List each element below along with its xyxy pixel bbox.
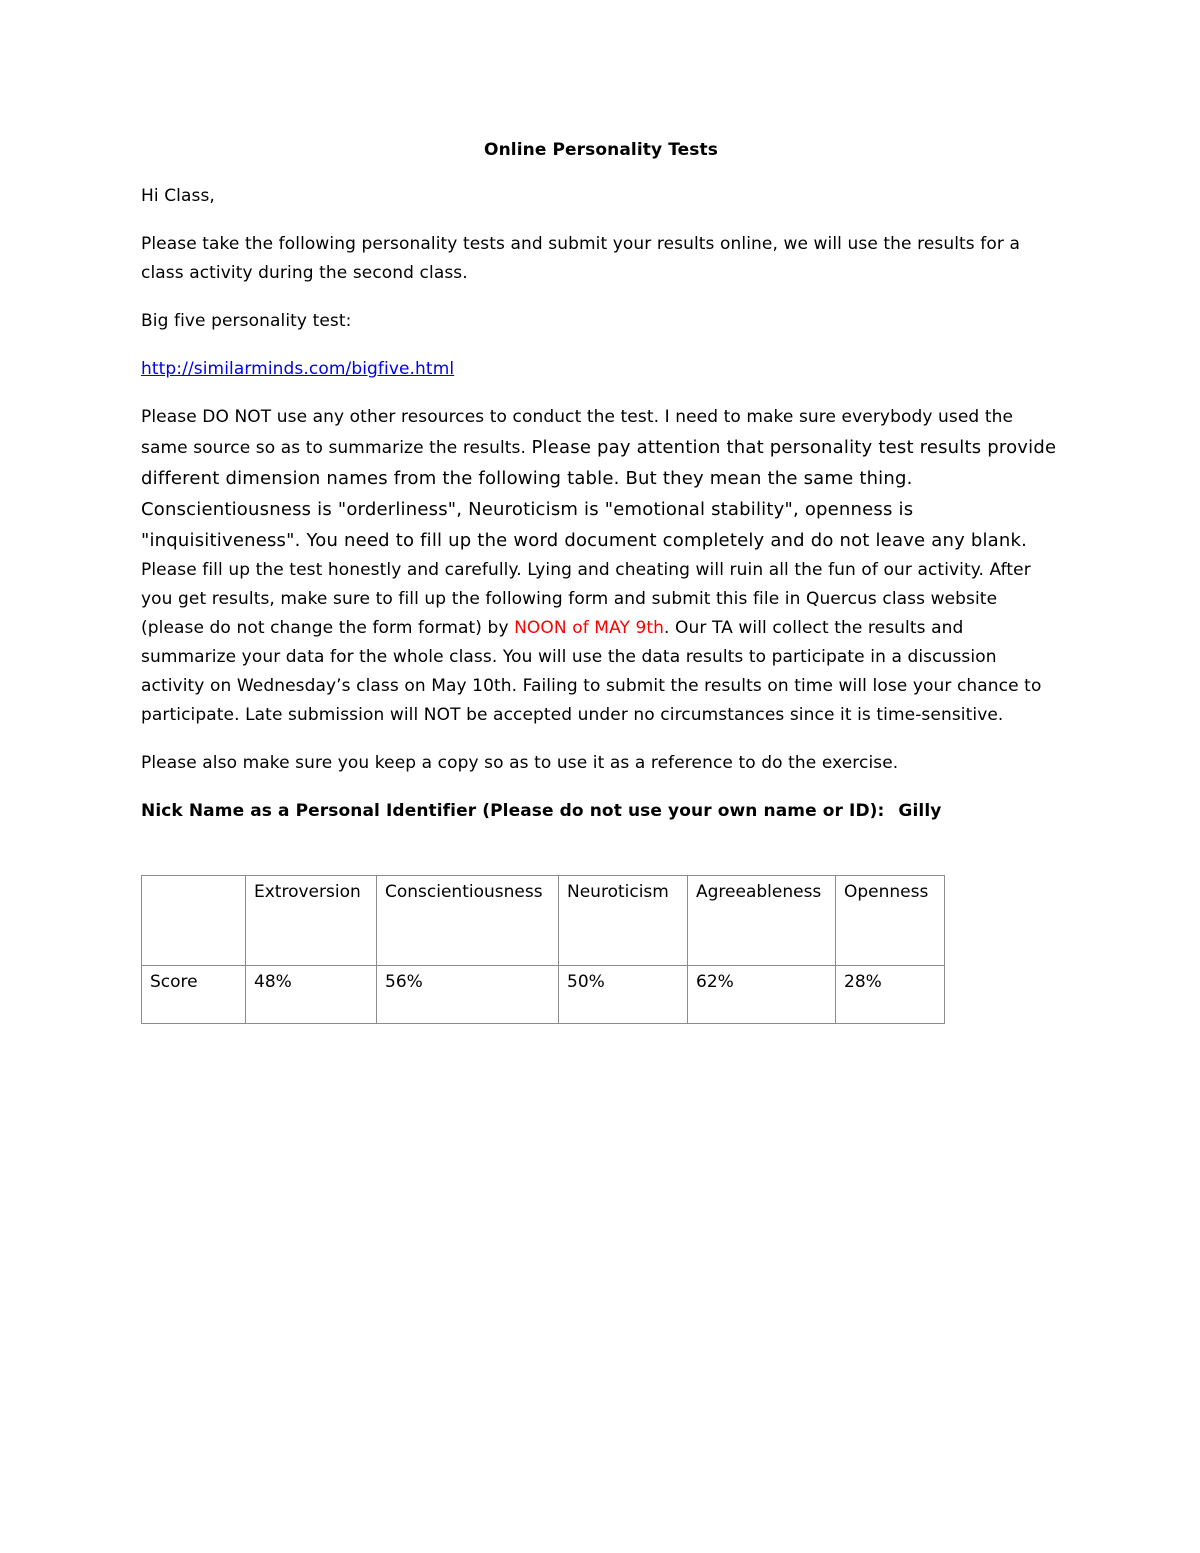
intro-paragraph: Please take the following personality tests and submit your results online, we will use the results for a class activity during the second class. xyxy=(141,234,1020,283)
deadline-text: NOON of MAY 9th xyxy=(514,618,665,638)
instructions-part4: . Our TA will collect the results and summarize your data for the whole class. You will use the data results to participate in a discussion activity on Wednesday’s class on May 10th. Failing to submit the results on time will lose your chance to participate. Late submission will NOT be accepted under no circumstances since it is time-sensitive. xyxy=(141,618,1042,725)
document-body xyxy=(141,136,1061,845)
header-cell-openness: Openness xyxy=(836,876,945,966)
test-heading: Big five personality test: xyxy=(141,311,352,331)
bigfive-test-link[interactable]: http://similarminds.com/bigfive.html xyxy=(141,359,455,379)
instructions-part1: Please DO NOT use any other resources to conduct the test. I need to make sure everybody used the same source so as to summarize the results. xyxy=(141,407,1014,458)
header-cell-neuroticism: Neuroticism xyxy=(559,876,688,966)
score-cell-conscientiousness: 56% xyxy=(377,966,559,1024)
score-cell-openness: 28% xyxy=(836,966,945,1024)
score-cell-extroversion: 48% xyxy=(246,966,377,1024)
score-row-label: Score xyxy=(142,966,246,1024)
header-cell-empty xyxy=(142,876,246,966)
header-cell-conscientiousness: Conscientiousness xyxy=(377,876,559,966)
greeting: Hi Class, xyxy=(141,186,215,206)
instructions-paragraph xyxy=(141,403,1061,730)
document-title: Online Personality Tests xyxy=(484,140,718,160)
personality-score-table xyxy=(141,875,945,1024)
test-link-paragraph xyxy=(141,355,1061,384)
instructions-part2: Please pay attention that personality test results provide different dimension names from the following table. But they mean the same thing. Conscientiousness is "orderliness", Neuroticism is "emotional stability", openness is "inquisitiveness". You need to fill up the word document completely and do not leave any blank. xyxy=(141,437,1057,551)
instructions-part3: Please fill up the test honestly and carefully. Lying and cheating will ruin all the fun of our activity. After you get results, make sure to fill up the following form and submit this file in Quercus class website (please do not change the form format) by xyxy=(141,560,1031,638)
score-cell-agreeableness: 62% xyxy=(688,966,836,1024)
nickname-line xyxy=(141,797,1061,826)
reminder-paragraph: Please also make sure you keep a copy so as to use it as a reference to do the exercise. xyxy=(141,753,899,773)
score-cell-neuroticism: 50% xyxy=(559,966,688,1024)
header-cell-extroversion: Extroversion xyxy=(246,876,377,966)
header-cell-agreeableness: Agreeableness xyxy=(688,876,836,966)
table-header-row xyxy=(142,876,945,966)
nickname-label: Nick Name as a Personal Identifier (Please do not use your own name or ID): xyxy=(141,801,885,821)
nickname-value: Gilly xyxy=(898,801,942,821)
table-score-row xyxy=(142,966,945,1024)
